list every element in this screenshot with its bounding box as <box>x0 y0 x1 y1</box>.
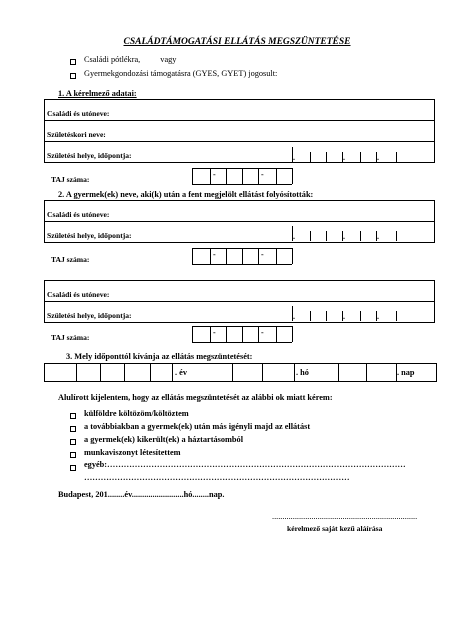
child1-label-taj: TAJ száma: <box>51 255 90 264</box>
reason-4: munkaviszonyt létesítettem <box>84 448 181 457</box>
reason-1: külföldre költözöm/költöztem <box>84 409 189 418</box>
field-name[interactable] <box>234 100 435 121</box>
section2-heading: 2. A gyermek(ek) neve, aki(k) után a fent megjelölt ellátást folyósították: <box>58 190 314 199</box>
child2-label-name: Családi és utóneve: <box>45 281 235 302</box>
reason-3: a gyermek(ek) kikerült(ek) a háztartásomból <box>84 435 243 444</box>
label-birth-name: Születéskori neve: <box>45 121 235 142</box>
child1-field-birth[interactable] <box>234 222 435 243</box>
checkbox-reason-3[interactable] <box>70 439 76 445</box>
child2-label-birth: Születési helye, időpontja: <box>45 302 235 323</box>
reason-5[interactable]: egyéb:……………………………………………………………………………………………… <box>84 460 406 469</box>
checkbox-reason-2[interactable] <box>70 426 76 432</box>
section3-heading: 3. Mely időponttól kívánja az ellátás megszüntetését: <box>66 352 253 361</box>
option-gyes-gyet: Gyermekgondozási támogatásra (GYES, GYET) jogosult: <box>84 69 278 78</box>
declaration-text: Alulírott kijelentem, hogy az ellátás megszüntetését az alábbi ok miatt kérem: <box>58 393 333 402</box>
field-birth-name[interactable] <box>234 121 435 142</box>
page-title: CSALÁDTÁMOGATÁSI ELLÁTÁS MEGSZÜNTETÉSE <box>123 37 351 47</box>
checkbox-reason-1[interactable] <box>70 413 76 419</box>
field-birth-place-date[interactable] <box>234 142 435 163</box>
label-birth-place-date: Születési helye, időpontja: <box>45 142 235 163</box>
child1-label-name: Családi és utóneve: <box>45 201 235 222</box>
signature-line[interactable]: ...................................................................... <box>272 512 418 521</box>
label-taj: TAJ száma: <box>51 175 90 184</box>
checkbox-csaladi-potlek[interactable] <box>70 59 76 65</box>
signature-label: kérelmező saját kezű aláírása <box>287 524 383 533</box>
section1-heading: 1. A kérelmező adatai: <box>58 89 137 98</box>
reason-2: a továbbiakban a gyermek(ek) után más igényli majd az ellátást <box>84 422 311 431</box>
date-year-label: . év <box>175 368 187 377</box>
label-name: Családi és utóneve: <box>45 100 235 121</box>
child1-field-name[interactable] <box>234 201 435 222</box>
checkbox-gyes-gyet[interactable] <box>70 73 76 79</box>
place-date[interactable]: Budapest, 201........év.........................hó........nap. <box>58 490 225 499</box>
option-suffix: vagy <box>160 55 177 64</box>
option-csaladi-potlek <box>84 55 176 64</box>
date-month-label: . hó <box>296 368 309 377</box>
checkbox-reason-4[interactable] <box>70 452 76 458</box>
reason-continuation[interactable]: …………………………………………………………………………………… <box>84 473 350 482</box>
date-day-label: . nap <box>397 368 415 377</box>
child2-label-taj: TAJ száma: <box>51 333 90 342</box>
checkbox-reason-5[interactable] <box>70 465 76 471</box>
child2-field-birth[interactable] <box>234 302 435 323</box>
option-label: Családi pótlékra, <box>84 55 141 64</box>
date-field[interactable] <box>44 363 437 382</box>
child2-field-name[interactable] <box>234 281 435 302</box>
child1-label-birth: Születési helye, időpontja: <box>45 222 235 243</box>
